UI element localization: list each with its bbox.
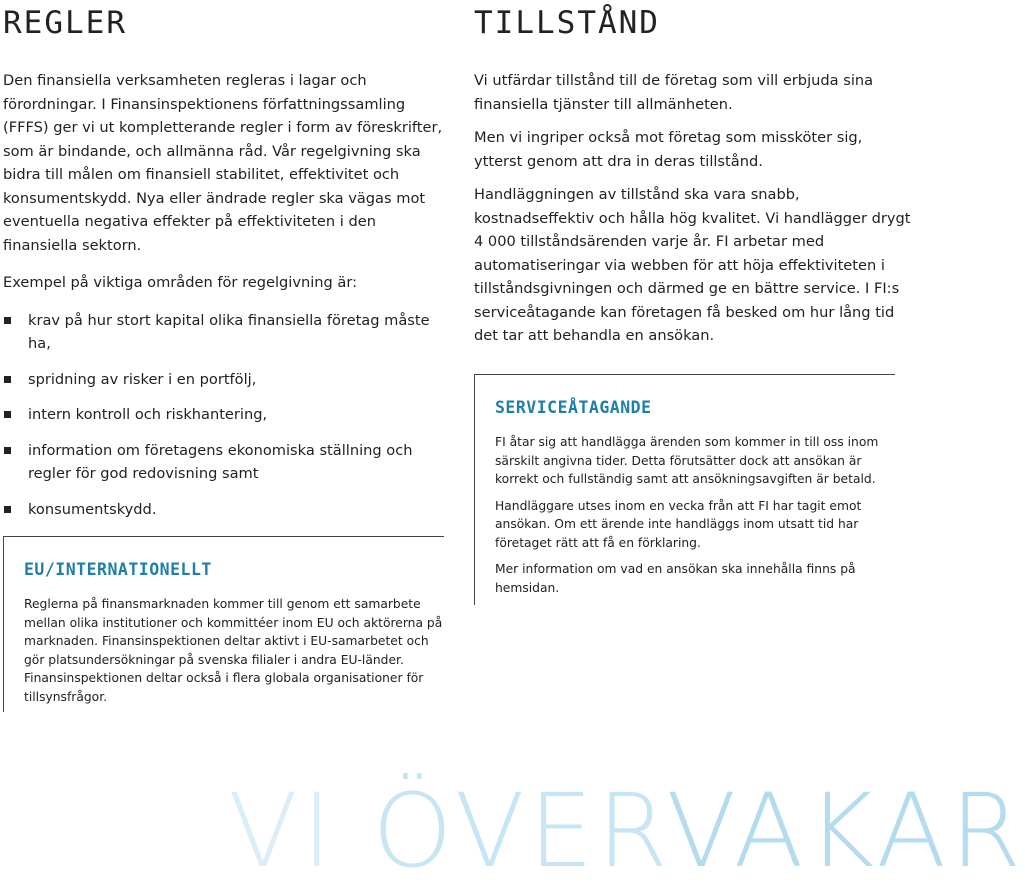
list-item-text: information om företagens ekonomiska ställning och regler för god redovisning samt (28, 441, 413, 482)
banner-word-over: ÖVER (372, 772, 667, 891)
regler-column (3, 0, 449, 533)
eu-title: EU/INTERNATIONELLT (24, 560, 212, 579)
service-text-3: Mer information om vad en ansökan ska innehålla finns på hemsidan. (495, 562, 856, 595)
list-item (3, 309, 449, 356)
list-item (3, 498, 449, 522)
tillstand-paragraph-2: Men vi ingriper också mot företag som missköter sig, ytterst genom att dra in deras tillstånd. (474, 129, 863, 170)
service-text-1: FI åtar sig att handlägga ärenden som kommer in till oss inom särskilt angivna tider. Detta förutsätter dock att ansökan är korrekt och fullständig samt att ansökningsavgiften är betald. (495, 435, 879, 486)
banner-word-vi: VI (228, 772, 336, 891)
list-item-text: krav på hur stort kapital olika finansiella företag måste ha, (28, 311, 430, 352)
tillstand-column (474, 0, 914, 348)
regler-lead: Exempel på viktiga områden för regelgivning är: (3, 274, 358, 291)
bullet-square-icon (4, 376, 11, 383)
service-title: SERVICEÅTAGANDE (495, 398, 652, 417)
list-item-text: konsumentskydd. (28, 500, 157, 518)
list-item (3, 368, 449, 392)
tillstand-paragraph-3: Handläggningen av tillstånd ska vara snabb, kostnadseffektiv och hålla hög kvalitet. Vi handlägger drygt 4 000 tillståndsärenden varje år. FI arbetar med automatiseringar via webben för att höja effektiviteten i tillståndsgivningen och därmed ge en bättre service. I FI:s serviceåtagande kan företagen få besked om hur lång tid det tar att behandla en ansökan. (474, 186, 911, 344)
bullet-square-icon (4, 317, 11, 324)
list-item (3, 403, 449, 427)
service-text-2: Handläggare utses inom en vecka från att FI har tagit emot ansökan. Om ett ärende inte handläggs inom utsatt tid har företaget rätt att få en förklaring. (495, 498, 862, 550)
service-box (474, 374, 895, 605)
list-item (3, 439, 449, 486)
list-item-text: spridning av risker i en portfölj, (28, 370, 257, 388)
bullet-square-icon (4, 411, 11, 418)
eu-text: Reglerna på finansmarknaden kommer till genom ett samarbete mellan olika institutioner och kommittéer inom EU och aktörerna på marknaden. Finansinspektionen deltar aktivt i EU-samarbetet och gör platsundersökningar på svenska filialer i andra EU-länder. Finansinspektionen deltar också i flera globala organisationer för tillsynsfrågor. (24, 597, 443, 704)
banner-word-vakar: VAKAR (666, 772, 1025, 891)
tillstand-paragraph-1: Vi utfärdar tillstånd till de företag som vill erbjuda sina finansiella tjänster till allmänheten. (474, 72, 874, 113)
regler-bullet-list (3, 309, 449, 522)
vi-overvakar-banner (228, 772, 1025, 891)
tillstand-heading: TILLSTÅND (474, 5, 660, 41)
regler-intro: Den finansiella verksamheten regleras i lagar och förordningar. I Finansinspektionens författningssamling (FFFS) ger vi ut kompletterande regler i form av föreskrifter, som är bindande, och allmänna råd. Vår regelgivning ska bidra till målen om finansiell stabilitet, effektivitet och konsumentskydd. Nya eller ändrade regler ska vägas mot eventuella negativa effekter på effektiviteten i den finansiella sektorn. (3, 72, 443, 254)
list-item-text: intern kontroll och riskhantering, (28, 406, 268, 423)
bullet-square-icon (4, 447, 11, 454)
eu-box (3, 536, 444, 712)
bullet-square-icon (4, 506, 11, 513)
regler-heading: REGLER (3, 5, 127, 41)
